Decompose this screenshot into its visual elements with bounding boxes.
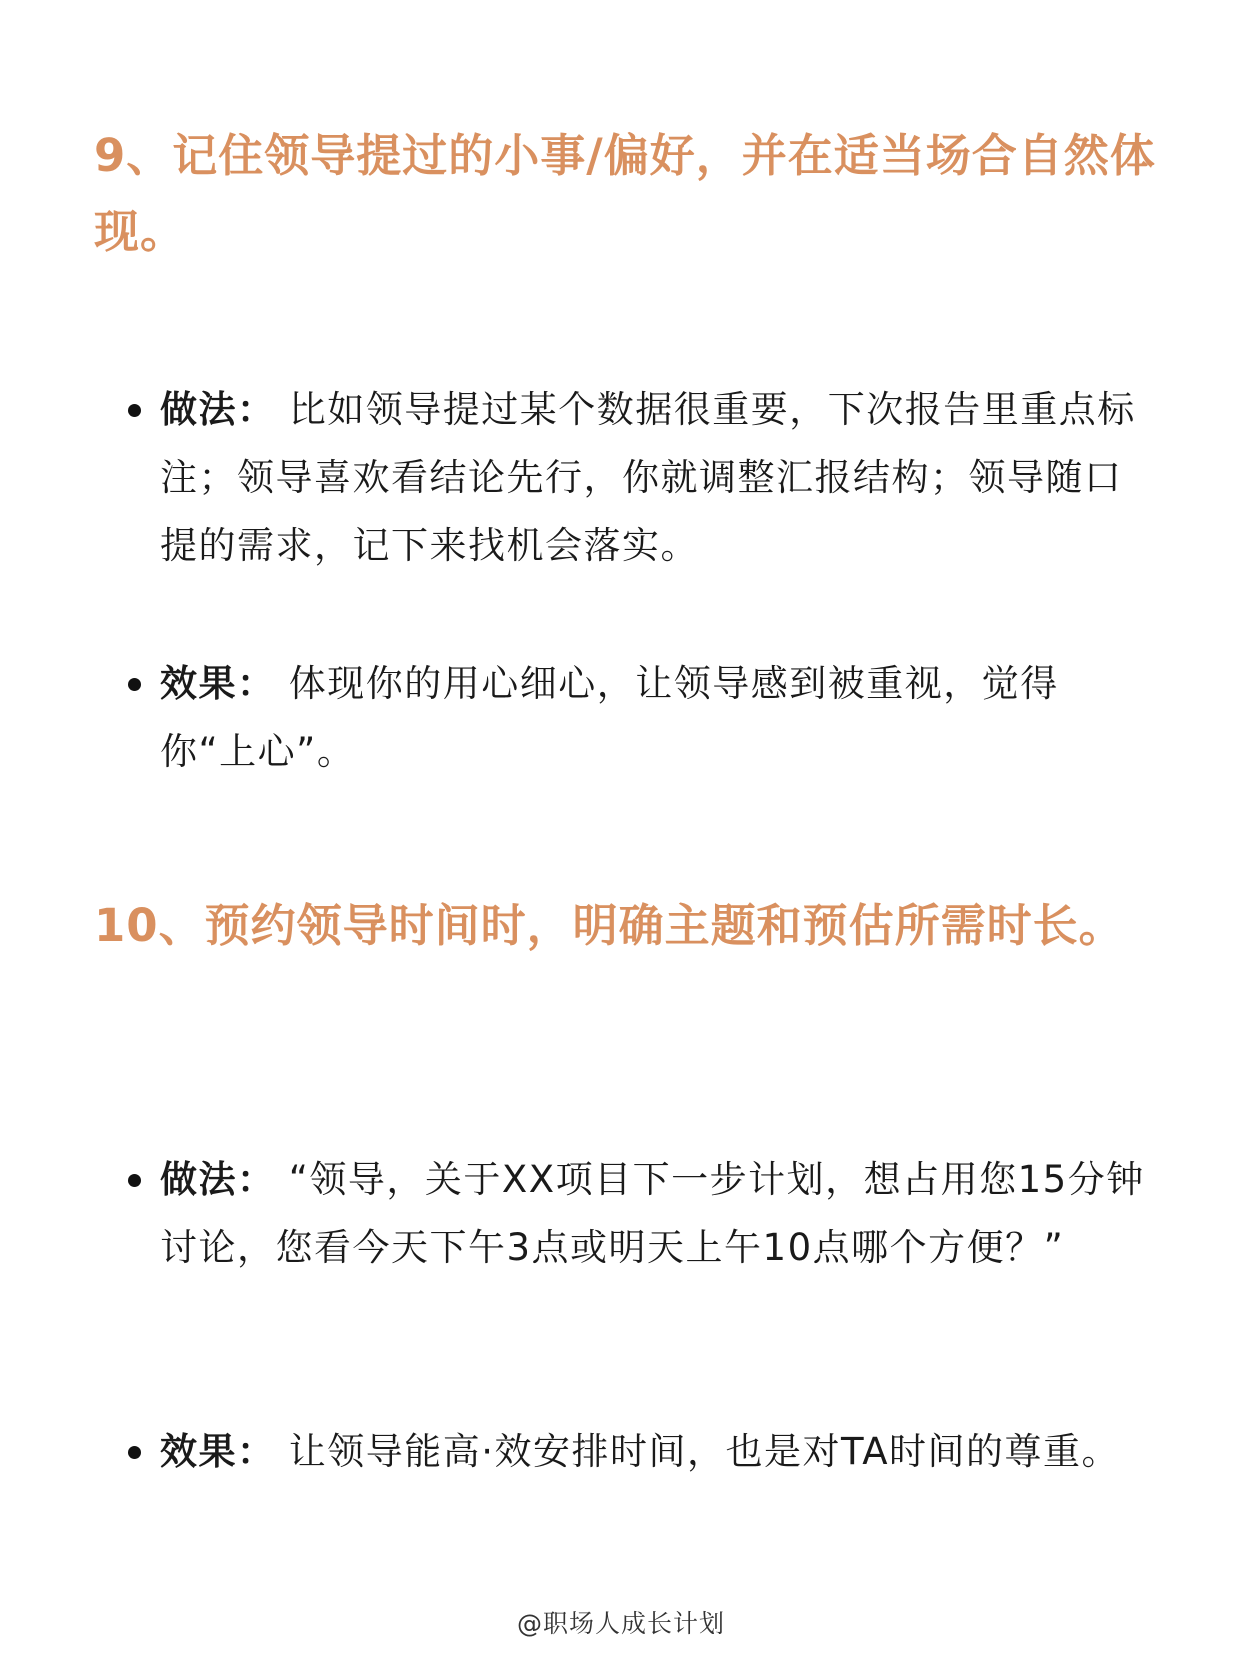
method-label: 做法：: [160, 1158, 276, 1201]
effect-label: 效果：: [160, 662, 276, 705]
effect-label: 效果：: [160, 1430, 276, 1473]
watermark-footer: @职场人成长计划: [516, 1609, 725, 1638]
effect-text: 让领导能高·效安排时间，也是对TA时间的尊重。: [275, 1430, 1121, 1473]
section-9-effect-item: [160, 650, 1150, 786]
section-10-effect-item: [160, 1418, 1150, 1486]
bullet-icon: [128, 1146, 142, 1214]
section-9-method-item: [160, 376, 1150, 580]
bullet-icon: [128, 376, 142, 444]
section-10-method-item: [160, 1146, 1150, 1282]
effect-text: 体现你的用心细心，让领导感到被重视，觉得你“上心”。: [160, 662, 1059, 773]
section-10-heading: 10、预约领导时间时，明确主题和预估所需时长。: [94, 899, 1125, 952]
bullet-icon: [128, 650, 142, 718]
method-text: “领导，关于XX项目下一步计划，想占用您15分钟讨论，您看今天下午3点或明天上午10点哪个方便？”: [160, 1158, 1145, 1269]
method-text: 比如领导提过某个数据很重要，下次报告里重点标注；领导喜欢看结论先行，你就调整汇报结构；领导随口提的需求，记下来找机会落实。: [160, 388, 1136, 567]
method-label: 做法：: [160, 388, 276, 431]
section-9-heading: 9、记住领导提过的小事/偏好，并在适当场合自然体现。: [94, 129, 1156, 258]
bullet-icon: [128, 1418, 142, 1486]
